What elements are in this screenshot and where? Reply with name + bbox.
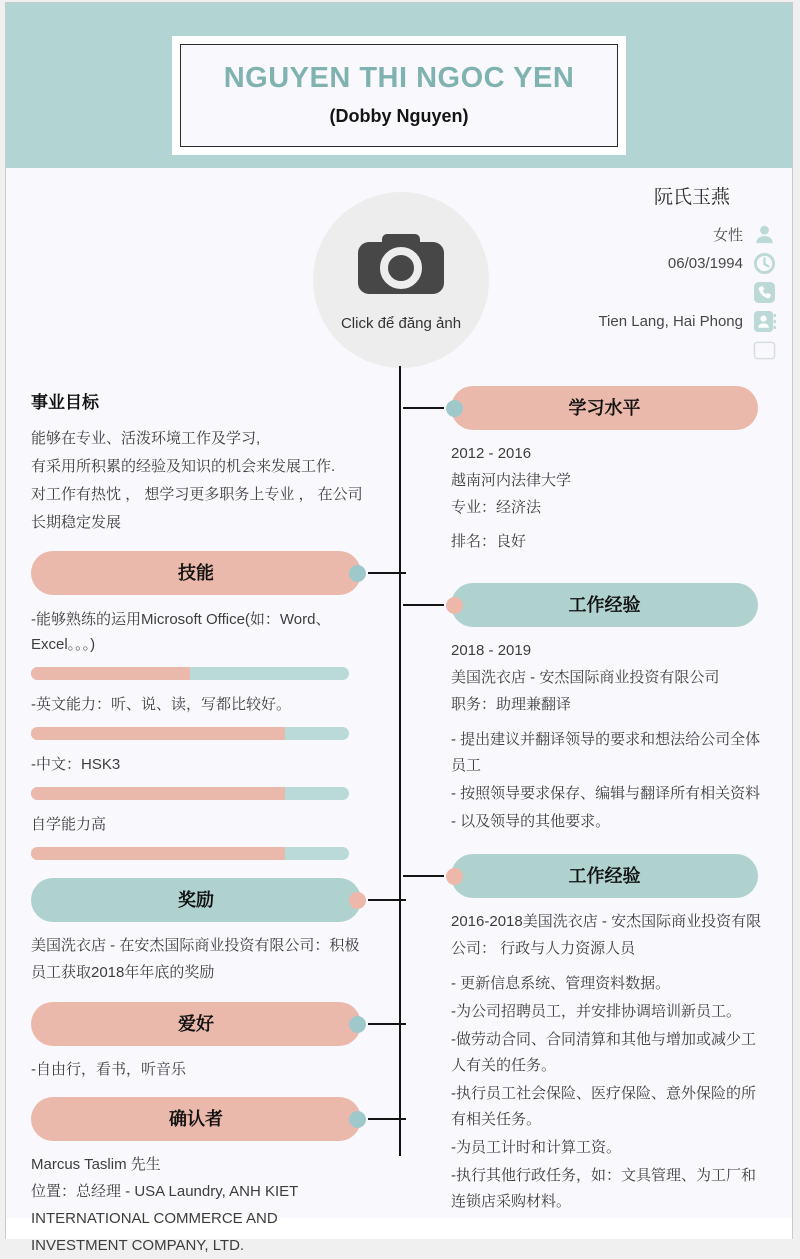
photo-caption: Click để đăng ảnh (340, 315, 462, 332)
references-title: 确认者 (169, 1109, 223, 1129)
content-area (6, 168, 792, 1254)
skill-bar (31, 787, 349, 800)
education-rank: 排名：良好 (451, 533, 527, 550)
birthday-value: 06/03/1994 (667, 255, 743, 272)
experience1-period: 2018 - 2019 (451, 642, 532, 659)
skill-item (31, 752, 369, 800)
reference-position: 位置：总经理 - USA Laundry, ANH KIET INTERNATIONAL COMMERCE AND INVESTMENT COMPANY, LTD. (31, 1183, 299, 1254)
references-text (31, 1151, 369, 1259)
skill-label: -能够熟练的运用Microsoft Office(如：Word、Excel。。。) (31, 611, 331, 653)
experience1-bullets (451, 727, 763, 835)
experience2-bullet: -为公司招聘员工，并安排协调培训新员工。 (451, 1003, 741, 1020)
section-header-skills (31, 551, 361, 595)
objective-text (31, 425, 369, 537)
experience2-bullet: -执行其他行政任务，如：文具管理、为工厂和连锁店采购材料。 (451, 1167, 756, 1210)
objective-line: 有采用所积累的经验及知识的机会来发展工作. (31, 458, 336, 475)
skills-title: 技能 (178, 563, 214, 583)
reference-person: Marcus Taslim 先生 (31, 1156, 161, 1173)
awards-title: 奖励 (178, 890, 214, 910)
skill-label: 自学能力高 (31, 816, 107, 833)
right-column (451, 386, 763, 1217)
objective-line: 对工作有热忱 ， 想学习更多职务上专业 ， 在公司长期稳定发展 (31, 486, 363, 531)
gender-value: 女性 (712, 227, 743, 244)
experience2-bullet: -做劳动合同、合同清算和其他与增加或减少工人有关的任务。 (451, 1031, 756, 1074)
skill-bar-fill (31, 847, 285, 860)
experience2-details (451, 908, 763, 1215)
timeline-dot (446, 400, 463, 417)
experience1-company: 美国洗衣店 - 安杰国际商业投资有限公司 (451, 669, 720, 686)
timeline-connector (403, 875, 444, 877)
section-header-education (451, 386, 758, 430)
timeline-connector (368, 1023, 406, 1025)
experience1-bullet: - 提出建议并翻译领导的要求和想法给公司全体员工 (451, 731, 761, 774)
skill-item (31, 812, 369, 860)
skill-bar-fill (31, 787, 285, 800)
skill-item (31, 607, 369, 680)
section-header-experience-2 (451, 854, 758, 898)
gender-row (516, 223, 776, 246)
camera-icon (351, 228, 451, 311)
timeline-dot (446, 868, 463, 885)
education-school: 越南河内法律大学 (451, 472, 572, 489)
education-major: 专业：经济法 (451, 499, 542, 516)
left-column (31, 388, 369, 1259)
skill-bar (31, 667, 349, 680)
chinese-name: 阮氏玉燕 (653, 187, 730, 208)
hobbies-text: -自由行，看书，听音乐 (31, 1061, 186, 1078)
phone-icon (753, 281, 776, 304)
name-box (180, 44, 618, 147)
education-title: 学习水平 (568, 398, 641, 418)
timeline-connector (368, 572, 406, 574)
experience1-title: 工作经验 (568, 595, 641, 615)
phone-row (516, 281, 776, 304)
full-name: NGUYEN THI NGOC YEN (223, 62, 575, 94)
clock-icon (753, 252, 776, 275)
skill-bar-fill (31, 727, 285, 740)
birthday-row (516, 252, 776, 275)
timeline-dot (349, 565, 366, 582)
header-band (6, 3, 792, 168)
skill-label: -中文：HSK3 (31, 756, 121, 773)
envelope-icon (753, 339, 776, 362)
section-header-hobbies (31, 1002, 361, 1046)
address-row (516, 310, 776, 333)
timeline-connector (368, 1118, 406, 1120)
experience2-bullet: -为员工计时和计算工资。 (451, 1139, 621, 1156)
photo-upload-placeholder[interactable] (313, 192, 489, 368)
skill-item (31, 692, 369, 740)
timeline-dot (349, 1016, 366, 1033)
skill-bar (31, 847, 349, 860)
section-header-awards (31, 878, 361, 922)
person-icon (753, 223, 776, 246)
skill-label: -英文能力：听、说、读，写都比较好。 (31, 696, 291, 713)
timeline-connector (403, 604, 444, 606)
address-value: Tien Lang, Hai Phong (598, 313, 743, 330)
objective-title: 事业目标 (31, 393, 99, 412)
experience1-position: 职务：助理兼翻译 (451, 696, 572, 713)
contact-block (516, 182, 776, 368)
timeline-line (399, 366, 401, 1156)
objective-line: 能够在专业、活泼环境工作及学习, (31, 430, 261, 447)
section-header-references (31, 1097, 361, 1141)
email-row (516, 339, 776, 362)
nickname: (Dobby Nguyen) (329, 106, 469, 126)
timeline-dot (446, 597, 463, 614)
education-period: 2012 - 2016 (451, 445, 532, 462)
skill-bar (31, 727, 349, 740)
experience2-bullets (451, 971, 763, 1215)
awards-text: 美国洗衣店 - 在安杰国际商业投资有限公司：积极员工获取2018年年底的奖励 (31, 937, 360, 981)
cv-page (5, 2, 793, 1254)
experience2-heading: 2016-2018美国洗衣店 - 安杰国际商业投资有限公司： 行政与人力资源人员 (451, 913, 762, 957)
hobbies-title: 爱好 (178, 1014, 214, 1034)
address-card-icon (753, 310, 776, 333)
timeline-connector (403, 407, 444, 409)
section-header-experience-1 (451, 583, 758, 627)
experience1-details (451, 637, 763, 835)
timeline-connector (368, 899, 406, 901)
timeline-dot (349, 1111, 366, 1128)
experience1-bullet: - 按照领导要求保存、编辑与翻译所有相关资料 (451, 785, 761, 802)
education-details (451, 440, 763, 555)
experience2-title: 工作经验 (568, 866, 641, 886)
experience2-bullet: -执行员工社会保险、医疗保险、意外保险的所有相关任务。 (451, 1085, 756, 1128)
skill-bar-fill (31, 667, 190, 680)
experience1-bullet: - 以及领导的其他要求。 (451, 813, 611, 830)
experience2-bullet: - 更新信息系统、管理资料数据。 (451, 975, 671, 992)
timeline-dot (349, 892, 366, 909)
